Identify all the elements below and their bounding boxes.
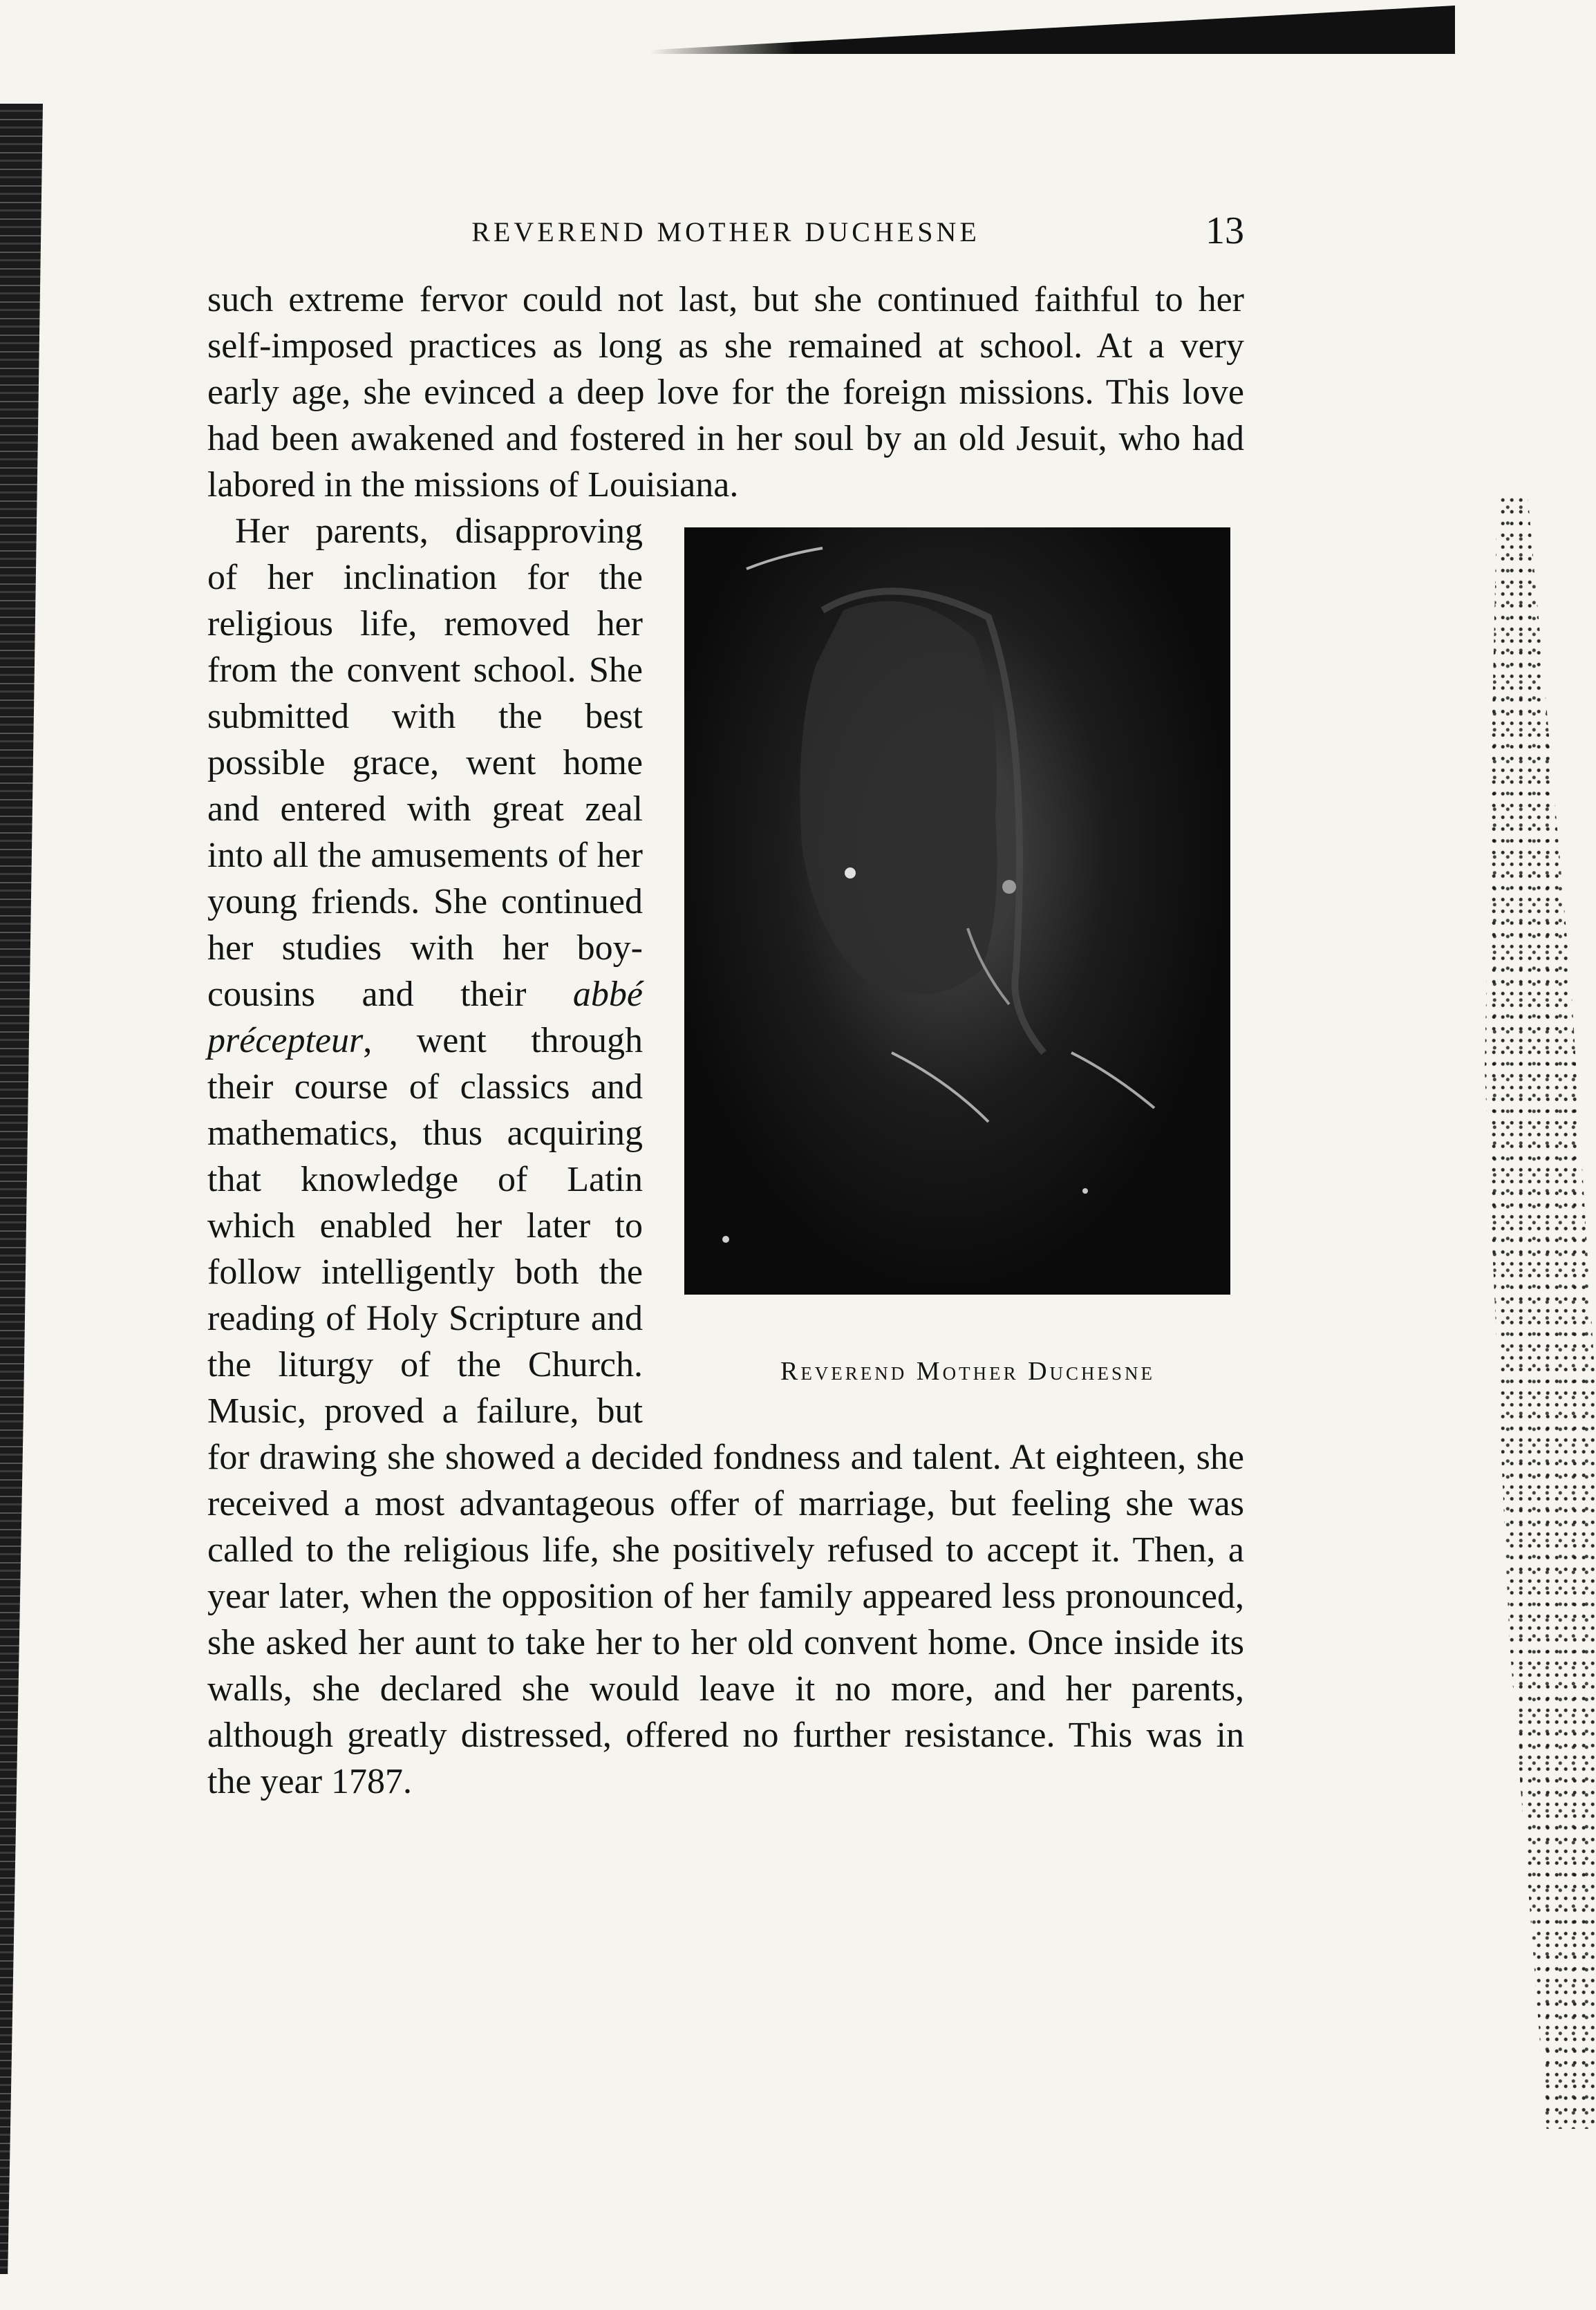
page-number: 13 xyxy=(1205,209,1244,252)
book-page xyxy=(207,207,1244,2074)
scan-edge-left xyxy=(0,104,43,2274)
scan-edge-right xyxy=(1472,498,1596,2129)
paragraph-2 xyxy=(207,508,1244,1805)
portrait-photo xyxy=(684,527,1230,1295)
figure-caption: Reverend Mother Duchesne xyxy=(780,1357,1156,1386)
body-text xyxy=(207,276,1244,1805)
scan-edge-top xyxy=(650,6,1455,54)
running-head xyxy=(207,207,1244,256)
portrait-figure xyxy=(664,527,1244,1395)
paragraph-2-text-a: Her parents, disapproving of her inclination for the religious life, removed her from the convent school. She submitted with the best possible grace, went home and entered with great zeal into all the amusements of her young friends. She continued her studies with her boy-cousins and their xyxy=(207,511,643,1014)
paragraph-2-text-b: , went through their course of classics and mathematics, thus acquiring that knowledge of Latin which enabled her later to follow intelligently both the reading of Holy Scripture and the liturgy of the Church. Music, proved a failure, but for drawing she showed a decided fondness and talent. At eighteen, she received a most advantageous offer of marriage, but feeling she was called to the religious life, she positively refused to accept it. Then, a year later, when the opposition of her family appeared less pronounced, she asked her aunt to take her to her old convent home. Once inside its walls, she declared she would leave it no more, and her parents, although greatly distressed, offered no further resistance. This was in the year 1787. xyxy=(207,1021,1244,1801)
paragraph-1: such extreme fervor could not last, but she continued faithful to her self-imposed practices as long as she remained at school. At a very early age, she evinced a deep love for the foreign missions. This love had been awakened and fostered in her soul by an old Jesuit, who had labored in the missions of Louisiana. xyxy=(207,280,1244,505)
paragraph-2-italic: abbé précepteur xyxy=(207,975,644,1060)
running-title: REVEREND MOTHER DUCHESNE xyxy=(471,216,980,247)
